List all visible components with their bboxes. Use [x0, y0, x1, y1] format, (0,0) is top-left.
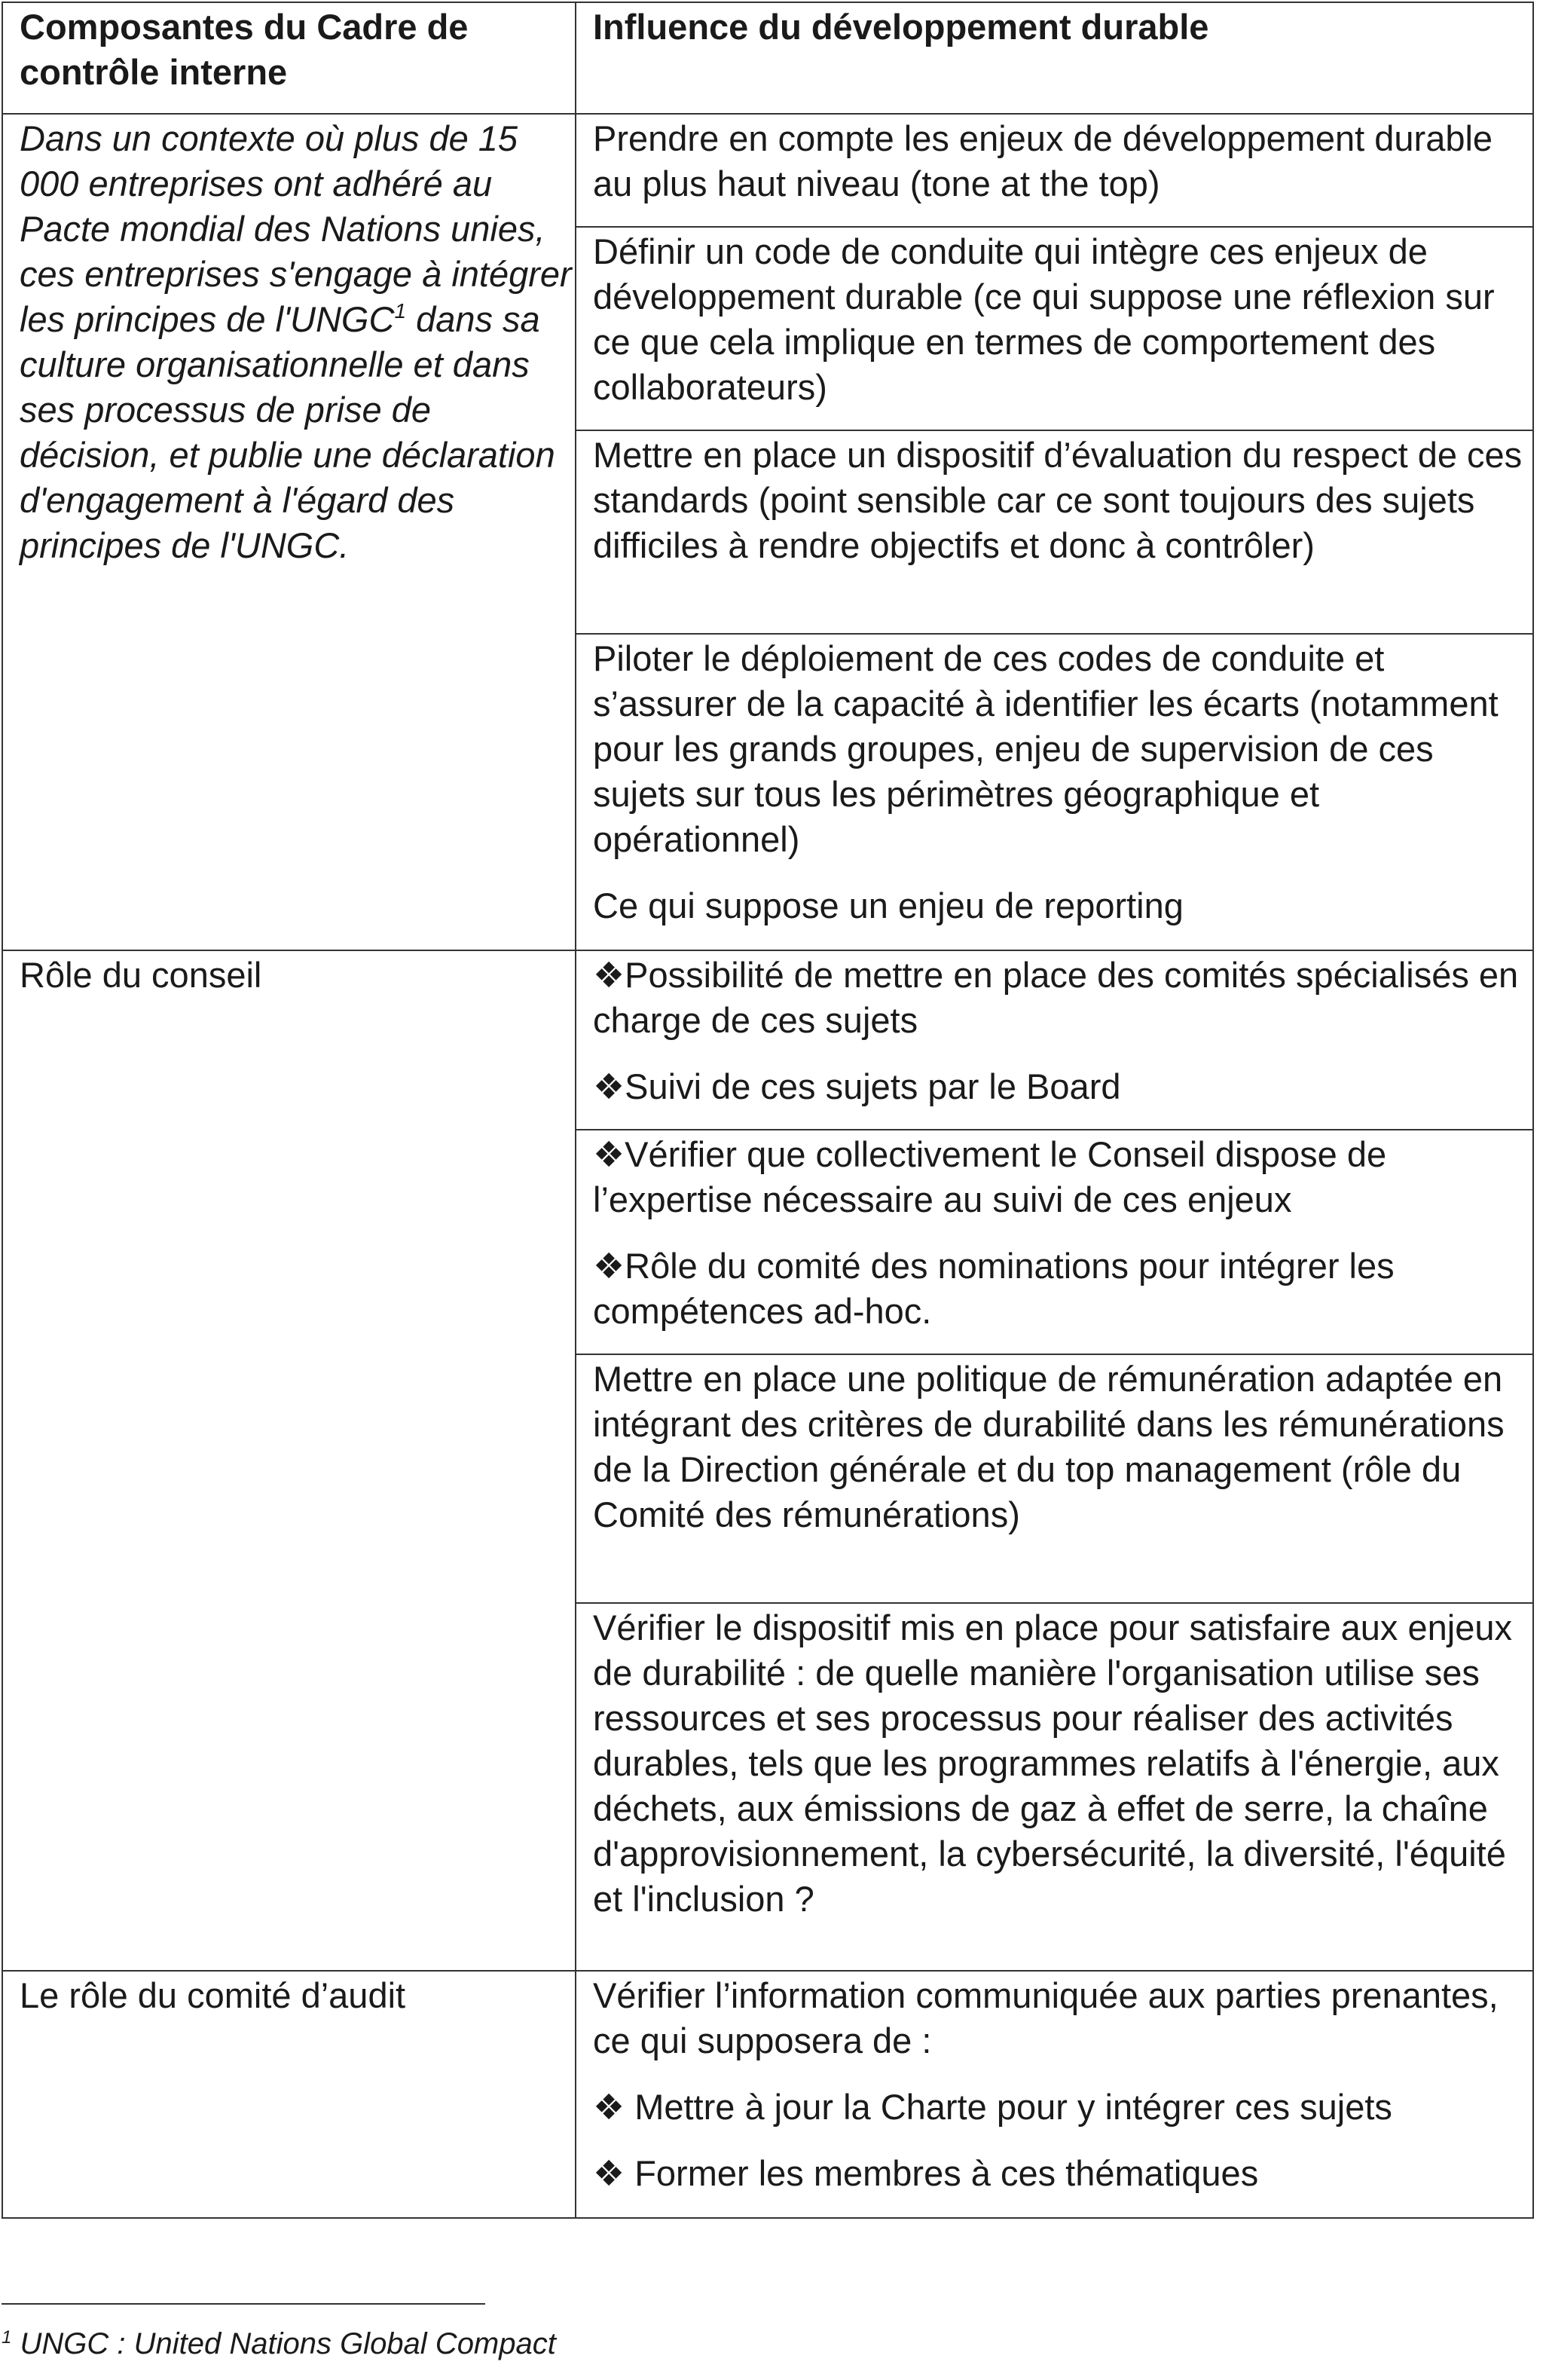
footnote-marker: 1 [2, 2327, 12, 2348]
influence-cell: Prendre en compte les enjeux de développement durable au plus haut niveau (tone at the top) [576, 114, 1533, 227]
footnote-ref[interactable]: 1 [394, 299, 407, 323]
footnote-text: UNGC : United Nations Global Compact [11, 2327, 556, 2360]
header-row [2, 2, 1533, 114]
influence-cell: Vérifier le dispositif mis en place pour satisfaire aux enjeux de durabilité : de quelle manière l'organisation utilise ses ressources et ses processus pour réaliser des activités durables, tels que les programmes relatifs à l'énergie, aux déchets, aux émissions de gaz à effet de serre, la chaîne d'approvisionnement, la cybersécurité, la diversité, l'équité et l'inclusion ? [576, 1603, 1533, 1971]
table-row [2, 950, 1533, 1130]
influence-cell: Définir un code de conduite qui intègre ces enjeux de développement durable (ce qui suppose une réflexion sur ce que cela implique en termes de comportement des collaborateurs) [576, 227, 1533, 430]
influence-cell: Piloter le déploiement de ces codes de conduite et s’assurer de la capacité à identifier les écarts (notamment pour les grands groupes, enjeu de supervision de ces sujets sur tous les périmètres géographique et opérationnel) Ce qui suppose un enjeu de reporting [576, 634, 1533, 950]
influence-cell: Mettre en place un dispositif d’évaluation du respect de ces standards (point sensible car ce sont toujours des sujets difficiles à rendre objectifs et donc à contrôler) [576, 430, 1533, 634]
influence-cell: Mettre en place une politique de rémunération adaptée en intégrant des critères de durabilité dans les rémunérations de la Direction générale et du top management (rôle du Comité des rémunérations) [576, 1354, 1533, 1603]
influence-cell: Vérifier l’information communiquée aux parties prenantes, ce qui supposera de : ❖ Mettre à jour la Charte pour y intégrer ces sujets ❖ Former les membres à ces thématiques [576, 1971, 1533, 2218]
footnote [2, 2324, 556, 2363]
component-context-ungc: Dans un contexte où plus de 15 000 entreprises ont adhéré au Pacte mondial des Nations unies, ces entreprises s'engage à intégrer les principes de l'UNGC$^1$ dans sa culture organisationnelle et dans ses processus de prise de décision, et publie une déclaration d'engagement à l'égard des principes de l'UNGC. [2, 114, 576, 950]
sustainability-control-table [2, 2, 1534, 2219]
footnote-separator [2, 2303, 485, 2305]
influence-cell: ❖Vérifier que collectivement le Conseil dispose de l’expertise nécessaire au suivi de ces enjeux ❖Rôle du comité des nominations pour intégrer les compétences ad-hoc. [576, 1130, 1533, 1354]
header-influence: Influence du développement durable [576, 2, 1533, 114]
influence-cell: ❖Possibilité de mettre en place des comités spécialisés en charge de ces sujets ❖Suivi de ces sujets par le Board [576, 950, 1533, 1130]
component-audit-committee: Le rôle du comité d’audit [2, 1971, 576, 2218]
component-board-role: Rôle du conseil [2, 950, 576, 1971]
table-row [2, 1971, 1533, 2218]
header-components: Composantes du Cadre de contrôle interne [2, 2, 576, 114]
table-row [2, 114, 1533, 227]
